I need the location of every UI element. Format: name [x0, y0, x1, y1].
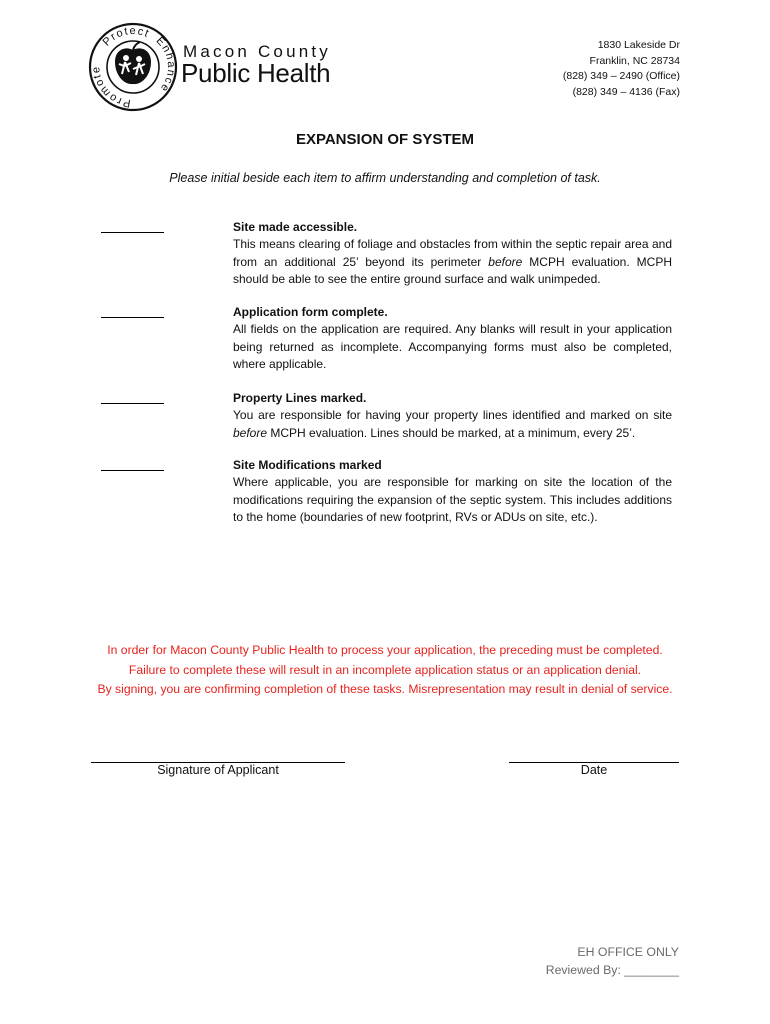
address-office-phone: (828) 349 – 2490 (Office)	[562, 70, 680, 82]
reviewed-by-label: Reviewed By: ________	[545, 963, 679, 977]
checklist-item-body	[233, 219, 672, 289]
date-label: Date	[580, 763, 608, 777]
item-title: Property Lines marked.	[233, 391, 367, 405]
initial-blank[interactable]	[101, 317, 164, 318]
item-text	[233, 407, 672, 442]
item-text: Where applicable, you are responsible for marking on site the location of the modifications requiring the expansion of the septic system. This includes additions to the home (boundaries of new footprint, RVs or ADUs on site, etc.).	[233, 475, 672, 525]
office-use-label: EH OFFICE ONLY	[577, 945, 679, 959]
address-city: Franklin, NC 28734	[589, 54, 680, 67]
logo-word-enhance: Enhance	[153, 34, 178, 95]
logo-word-promote: Promote	[90, 65, 132, 110]
org-name-macon-county: Macon County	[183, 42, 332, 61]
initial-blank[interactable]	[101, 470, 164, 471]
office-use-block	[479, 943, 679, 979]
instructions-text: Please initial beside each item to affirm understanding and completion of task.	[169, 171, 601, 185]
initial-blank[interactable]	[101, 232, 164, 233]
applicant-signature-label: Signature of Applicant	[157, 763, 279, 777]
checklist-item-body	[233, 457, 672, 527]
item-text-part: MCPH evaluation. Lines should be marked, at a minimum, every 25’.	[267, 425, 636, 440]
initial-blank[interactable]	[101, 403, 164, 404]
item-text-part: You are responsible for having your property lines identified and marked on site	[233, 408, 672, 423]
checklist-item-body	[233, 304, 672, 374]
item-text: All fields on the application are required. Any blanks will result in your application being returned as incomplete. Accompanying forms must also be completed, where applicable.	[233, 322, 672, 372]
notice-line: In order for Macon County Public Health to process your application, the preceding must be completed.	[107, 643, 663, 657]
apple-people-icon	[115, 42, 151, 84]
completion-notice	[0, 641, 770, 700]
svg-text:Protect	[101, 25, 152, 49]
item-text-emphasis: before	[488, 254, 523, 269]
svg-text:Enhance	[154, 35, 178, 95]
page-title: EXPANSION OF SYSTEM	[295, 131, 475, 148]
item-text-emphasis: before	[233, 425, 268, 440]
address-block	[460, 38, 680, 100]
public-health-logo	[88, 22, 178, 112]
item-title: Site made accessible.	[233, 220, 358, 234]
item-text-part: This means clearing of foliage and obstacles from within the septic repair area and from an additional 25’ beyond its perimeter	[233, 237, 672, 269]
notice-line: By signing, you are confirming completion of these tasks. Misrepresentation may result in denial of service.	[97, 682, 673, 696]
address-fax: (828) 349 – 4136 (Fax)	[572, 85, 680, 98]
item-text-part: MCPH evaluation. MCPH should be able to see the entire ground surface and walk unimpeded.	[233, 254, 672, 287]
item-text	[233, 236, 672, 288]
item-title: Site Modifications marked	[233, 458, 382, 472]
org-name-public-health: Public Health	[181, 58, 331, 88]
checklist-item-body	[233, 390, 672, 442]
logo-word-protect: Protect	[100, 24, 152, 49]
address-street: 1830 Lakeside Dr	[597, 39, 680, 51]
notice-line: Failure to complete these will result in an incomplete application status or an application denial.	[128, 662, 642, 677]
item-title: Application form complete.	[233, 305, 388, 319]
